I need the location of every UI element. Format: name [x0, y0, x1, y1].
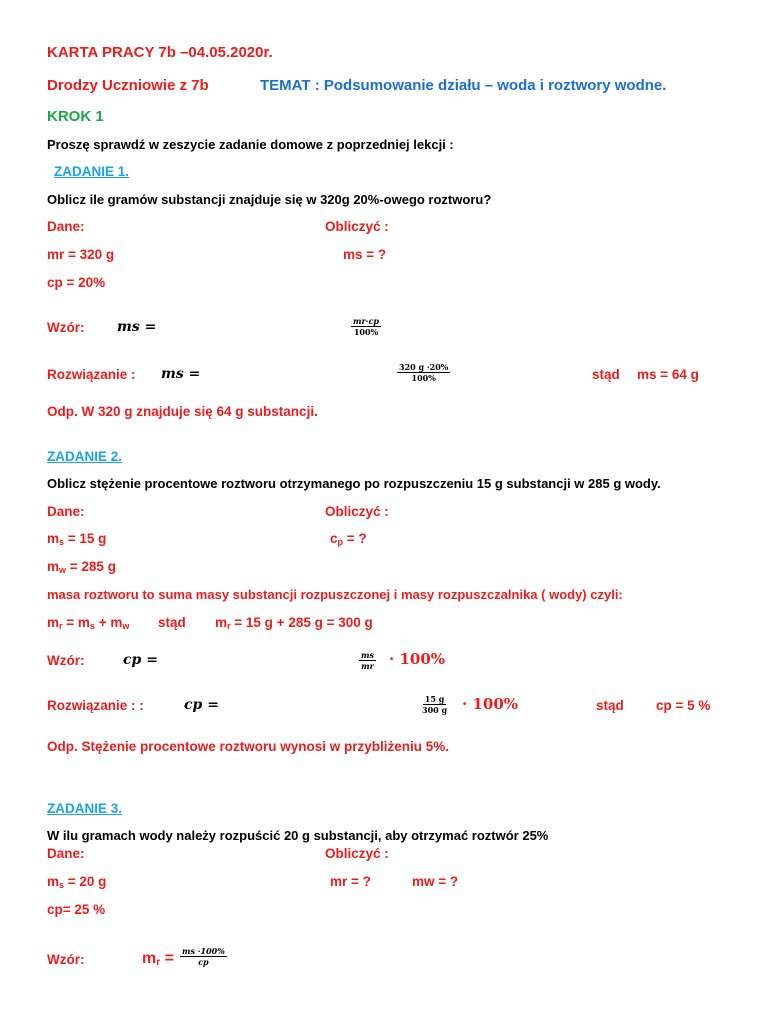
task1-given-mr: mr = 320 g — [47, 247, 115, 262]
task1-result: ms = 64 g — [637, 367, 699, 382]
task3-formula-fraction — [180, 946, 227, 967]
task1-formula-denominator: 100% — [353, 327, 379, 337]
task2-note: masa roztworu to suma masy substancji rozpuszczonej i masy rozpuszczalnika ( wody) czyli: — [47, 587, 623, 602]
task1-given-cp: cp = 20% — [47, 275, 106, 290]
task1-solution-lhs: ms = — [161, 366, 201, 382]
task2-sum-plus: + m — [94, 615, 123, 630]
task2-answer: Odp. Stężenie procentowe roztworu wynosi w przybliżeniu 5%. — [47, 739, 450, 754]
task3-given-label: Dane: — [47, 846, 85, 861]
task1-question: Oblicz ile gramów substancji znajduje się w 320g 20%-owego roztworu? — [47, 192, 492, 207]
task3-formula-label: Wzór: — [47, 952, 85, 967]
task2-sum-sub3: w — [122, 621, 130, 631]
task1-solution-numerator: 320 g ·20% — [399, 362, 449, 372]
task2-sum-result — [215, 615, 373, 634]
task3-formula-lhs-eq: = — [160, 950, 174, 967]
task2-find-cp — [330, 531, 367, 550]
task3-given-ms-value: = 20 g — [64, 874, 107, 889]
task2-given-mw-symbol: m — [47, 559, 60, 574]
task3-formula-numerator: ms ·100% — [182, 946, 225, 956]
task2-solution-numerator: 15 g — [424, 694, 445, 704]
task1-solution-fraction — [397, 362, 450, 383]
task1-formula-lhs: ms = — [117, 319, 157, 335]
task3-find-mw: mw = ? — [412, 874, 459, 889]
task2-question: Oblicz stężenie procentowe roztworu otrzymanego po rozpuszczeniu 15 g substancji w 285 g wody. — [47, 476, 661, 491]
task2-solution-label: Rozwiązanie : : — [47, 698, 144, 713]
task2-heading: ZADANIE 2. — [47, 449, 123, 464]
task1-hence-label: stąd — [592, 367, 620, 382]
task1-find-ms: ms = ? — [343, 247, 387, 262]
step-label: KROK 1 — [47, 108, 104, 125]
task1-solution-denominator: 100% — [411, 373, 436, 383]
task1-solution-label: Rozwiązanie : — [47, 367, 136, 382]
task2-given-ms-symbol: m — [47, 531, 60, 546]
task1-answer: Odp. W 320 g znajduje się 64 g substancji. — [47, 404, 318, 419]
lesson-topic: TEMAT : Podsumowanie działu – woda i roztwory wodne. — [260, 77, 667, 94]
greeting: Drodzy Uczniowie z 7b — [47, 77, 209, 94]
task3-formula-lhs-subscript: r — [156, 957, 161, 968]
worksheet-title: KARTA PRACY 7b –04.05.2020r. — [47, 44, 273, 61]
task1-given-label: Dane: — [47, 219, 85, 234]
task2-find-cp-symbol: c — [330, 531, 338, 546]
task3-given-ms — [47, 874, 106, 893]
task2-solution-multiplier: · 100% — [462, 695, 519, 713]
task2-given-ms — [47, 531, 106, 550]
task2-given-ms-subscript: s — [59, 537, 65, 547]
task2-solution-lhs: cp = — [184, 697, 219, 713]
task2-sum-sub2: s — [89, 621, 95, 631]
task1-formula-fraction — [351, 316, 381, 337]
task2-formula-fraction — [359, 650, 376, 671]
task2-formula-label: Wzór: — [47, 653, 85, 668]
task3-given-ms-symbol: m — [47, 874, 60, 889]
task2-sum2-rest: = 15 g + 285 g = 300 g — [230, 615, 373, 630]
task3-formula-lhs — [142, 950, 174, 968]
task2-sum-sub1: r — [59, 621, 63, 631]
task2-formula-lhs: cp = — [123, 652, 158, 668]
task2-solution-denominator: 300 g — [422, 705, 448, 715]
task2-solution-fraction — [420, 694, 449, 715]
task2-given-mw-value: = 285 g — [66, 559, 116, 574]
task2-formula-multiplier: · 100% — [389, 650, 446, 668]
task2-sum2-m: m — [215, 615, 228, 630]
task2-find-label: Obliczyć : — [325, 504, 389, 519]
task2-result: cp = 5 % — [656, 698, 711, 713]
task2-sum2-sub: r — [227, 621, 231, 631]
task2-given-mw-subscript: w — [59, 565, 67, 575]
task3-formula-lhs-symbol: m — [142, 950, 157, 967]
task3-find-mr: mr = ? — [330, 874, 371, 889]
task1-formula-numerator: mr·cp — [353, 316, 379, 326]
task2-find-cp-subscript: p — [337, 537, 344, 547]
task2-sum-hence: stąd — [158, 615, 186, 630]
task2-sum-m1: m — [47, 615, 60, 630]
task2-sum-formula — [47, 615, 129, 634]
task2-formula-denominator: mr — [361, 661, 374, 671]
task1-find-label: Obliczyć : — [325, 219, 389, 234]
task2-hence-label: stąd — [596, 698, 624, 713]
task1-formula-label: Wzór: — [47, 320, 85, 335]
task2-formula-numerator: ms — [361, 650, 374, 660]
task2-given-ms-value: = 15 g — [64, 531, 107, 546]
task3-find-label: Obliczyć : — [325, 846, 389, 861]
task2-given-label: Dane: — [47, 504, 85, 519]
task3-formula-denominator: cp — [198, 957, 209, 967]
task3-heading: ZADANIE 3. — [47, 801, 123, 816]
task3-given-cp: cp= 25 % — [47, 902, 106, 917]
task2-find-cp-value: = ? — [343, 531, 367, 546]
task2-sum-eq: = m — [62, 615, 90, 630]
task3-given-ms-subscript: s — [59, 880, 65, 890]
task2-given-mw — [47, 559, 116, 578]
task3-question: W ilu gramach wody należy rozpuścić 20 g substancji, aby otrzymać roztwór 25% — [47, 828, 549, 843]
task1-heading: ZADANIE 1. — [54, 164, 130, 179]
intro-text: Proszę sprawdź w zeszycie zadanie domowe z poprzedniej lekcji : — [47, 137, 454, 152]
